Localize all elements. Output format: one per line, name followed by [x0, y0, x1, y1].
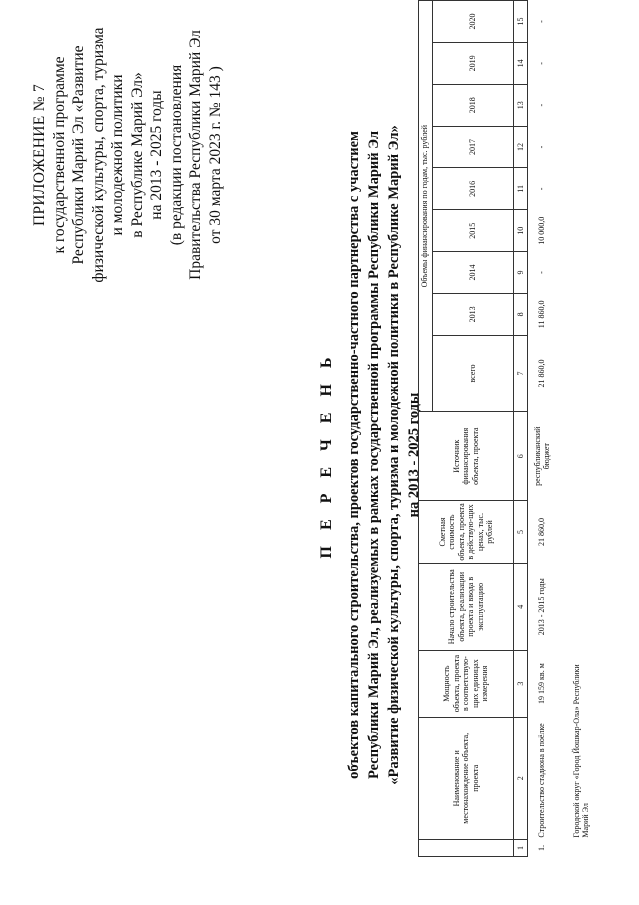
header-start: Начало строительства объекта, реализации проекта и ввода в эксплуатацию — [419, 563, 514, 650]
city-note-row — [556, 1, 606, 857]
header-year: 2018 — [433, 84, 514, 126]
column-number: 14 — [514, 42, 528, 84]
column-number: 11 — [514, 168, 528, 210]
row-start: 2013 - 2015 годы — [537, 578, 547, 636]
header-capacity: Мощность объекта, проекта в соответствую-щих единицах измерения — [419, 650, 514, 717]
column-number: 15 — [514, 1, 528, 43]
column-number: 13 — [514, 84, 528, 126]
header-name: Наименование и местонахождение объекта, проекта — [419, 717, 514, 840]
appendix-line: на 2013 - 2025 годы — [148, 90, 165, 220]
column-number: 8 — [514, 293, 528, 335]
column-number: 1 — [514, 840, 528, 857]
subtitle-line: объектов капитального строительства, проектов государственно-частного партнерства с участием — [346, 131, 362, 779]
subtitle-line: на 2013 - 2025 годы — [406, 392, 422, 518]
appendix-line: от 30 марта 2023 г. № 143 ) — [206, 66, 224, 244]
header-year: 2020 — [433, 1, 514, 43]
document-title: П Е Р Е Ч Е Н Ь — [318, 351, 335, 559]
appendix-line: к государственной программе — [50, 56, 68, 254]
column-number-row — [514, 1, 528, 857]
row-year-value: - — [537, 271, 547, 274]
header-year: 2017 — [433, 126, 514, 168]
subtitle-line: «Развитие физической культуры, спорта, туризма и молодежной политики в Республике Марий Эл» — [386, 125, 402, 785]
header-cost: Сметная стоимость объекта, проекта в действую-щих ценах, тыс. рублей — [419, 501, 514, 564]
appendix-line: Правительства Республики Марий Эл — [187, 30, 204, 280]
appendix-note — [30, 25, 225, 285]
row-year-value: 11 860,0 — [537, 300, 547, 329]
header-year: 2013 — [433, 293, 514, 335]
appendix-line: Республики Марий Эл «Развитие — [70, 45, 87, 265]
appendix-line: в Республике Марий Эл» — [128, 72, 146, 238]
document-subtitle — [344, 75, 424, 835]
row-number: 1. — [537, 845, 547, 852]
title-block — [318, 75, 424, 835]
column-number: 6 — [514, 412, 528, 501]
header-number — [419, 840, 514, 857]
header-year: 2019 — [433, 42, 514, 84]
appendix-line: и молодежной политики — [109, 74, 126, 236]
header-total: всего — [433, 335, 514, 412]
table-header-row — [419, 1, 433, 857]
row-cost: 21 860,0 — [537, 518, 547, 546]
row-year-value: - — [537, 103, 547, 107]
appendix-line: физической культуры, спорта, туризма — [89, 27, 107, 283]
column-number: 2 — [514, 717, 528, 840]
objects-table — [418, 0, 606, 857]
column-number: 12 — [514, 126, 528, 168]
table-row — [528, 1, 557, 857]
column-number: 3 — [514, 650, 528, 717]
row-year-value: 10 000,0 — [537, 216, 547, 245]
row-source: республиканский бюджет — [532, 426, 551, 486]
row-year-value: - — [537, 145, 547, 149]
appendix-line: (в редакции постановления — [167, 64, 185, 246]
column-number: 9 — [514, 252, 528, 294]
row-total: 21 860,0 — [537, 359, 547, 388]
column-number: 5 — [514, 501, 528, 564]
row-capacity: 19 159 кв. м — [537, 663, 547, 704]
header-year: 2016 — [433, 168, 514, 210]
row-year-value: - — [537, 20, 547, 23]
row-year-value: - — [537, 187, 547, 191]
header-financing-group: Объемы финансирования по годам, тыс. рублей — [419, 1, 433, 412]
appendix-line: ПРИЛОЖЕНИЕ № 7 — [31, 83, 48, 227]
subtitle-line: Республики Марий Эл, реализуемых в рамках государственной программы Республики Марий Эл — [366, 131, 382, 779]
header-source: Источник финансирования объекта, проекта — [419, 412, 514, 501]
column-number: 4 — [514, 563, 528, 650]
column-number: 7 — [514, 335, 528, 412]
header-year: 2015 — [433, 210, 514, 252]
header-year: 2014 — [433, 252, 514, 294]
city-note: Городской округ «Город Йошкар-Ола» Республики Марий Эл — [571, 664, 590, 838]
column-number: 10 — [514, 210, 528, 252]
row-year-value: - — [537, 62, 547, 65]
row-name: Строительство стадиона в поёлке — [537, 723, 547, 838]
